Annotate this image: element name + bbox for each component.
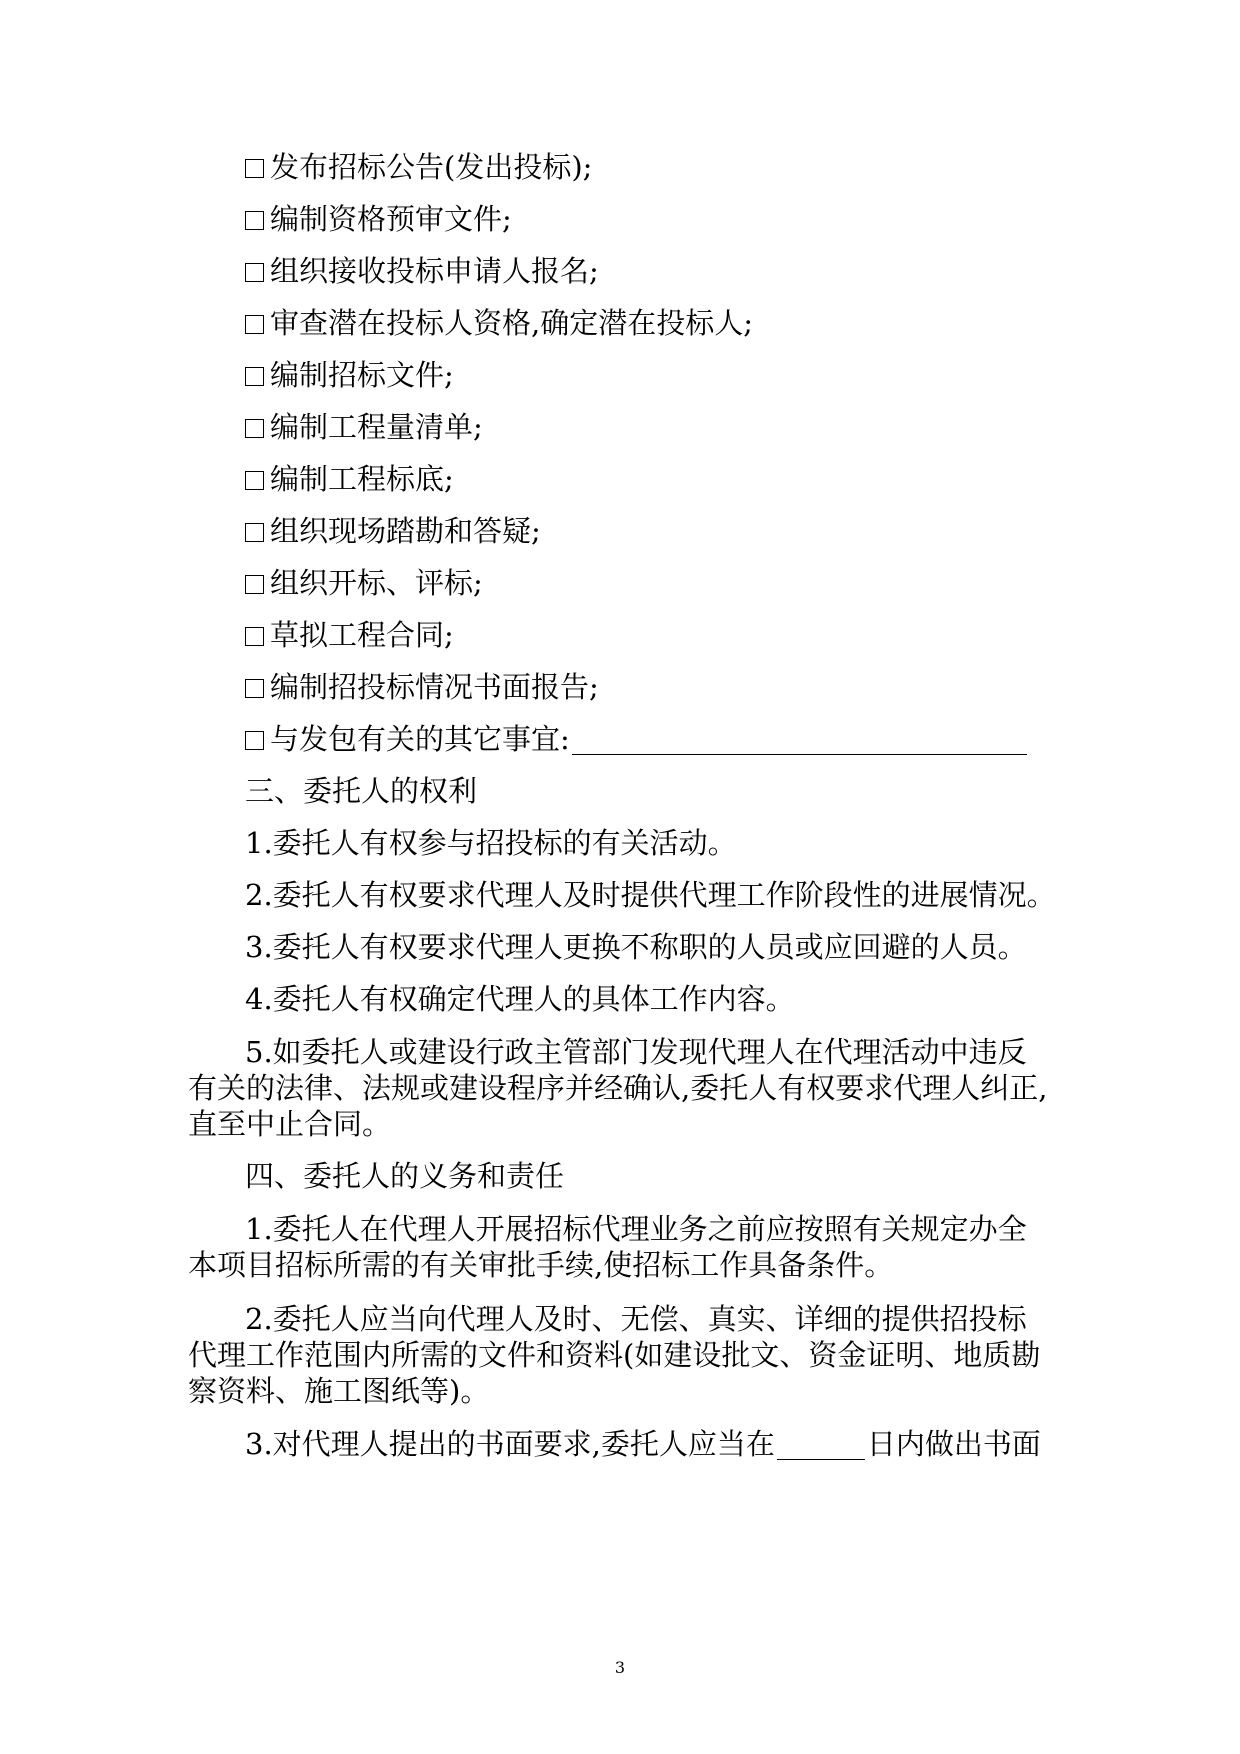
- checkbox-icon[interactable]: [245, 679, 264, 698]
- checklist-item: [245, 410, 483, 444]
- paragraph-line: 有关的法律、法规或建设程序并经确认,委托人有权要求代理人纠正,: [188, 1071, 1048, 1105]
- fill-in-blank[interactable]: [572, 728, 1027, 755]
- checklist-item-label: 编制工程标底;: [270, 462, 454, 496]
- paragraph-line: [245, 1427, 1041, 1461]
- checklist-item: [245, 514, 541, 548]
- checkbox-icon[interactable]: [245, 211, 264, 230]
- checklist-item: [245, 670, 599, 704]
- checkbox-icon[interactable]: [245, 367, 264, 386]
- paragraph-line: 1.委托人在代理人开展招标代理业务之前应按照有关规定办全: [245, 1212, 1027, 1246]
- checklist-item-label: 组织现场踏勘和答疑;: [270, 514, 541, 548]
- paragraph-line: 2.委托人应当向代理人及时、无偿、真实、详细的提供招投标: [245, 1302, 1027, 1336]
- checkbox-icon[interactable]: [245, 263, 264, 282]
- section-heading: 三、委托人的权利: [245, 774, 478, 808]
- checkbox-icon[interactable]: [245, 627, 264, 646]
- checklist-item-label: 草拟工程合同;: [270, 618, 454, 652]
- paragraph-line: 察资料、施工图纸等)。: [188, 1374, 490, 1408]
- checkbox-icon[interactable]: [245, 419, 264, 438]
- checklist-item: [245, 202, 512, 236]
- checkbox-icon[interactable]: [245, 575, 264, 594]
- checklist-item-label: 编制资格预审文件;: [270, 202, 512, 236]
- paragraph-text: 3.对代理人提出的书面要求,委托人应当在: [245, 1427, 775, 1461]
- section-heading: 四、委托人的义务和责任: [245, 1159, 565, 1193]
- checkbox-icon[interactable]: [245, 159, 264, 178]
- page-number: 3: [614, 1658, 626, 1677]
- paragraph-line: 代理工作范围内所需的文件和资料(如建设批文、资金证明、地质勘: [188, 1338, 1041, 1372]
- checklist-item-label: 与发包有关的其它事宜:: [270, 722, 570, 756]
- paragraph-line: 本项目招标所需的有关审批手续,使招标工作具备条件。: [188, 1248, 894, 1282]
- checklist-item: [245, 566, 483, 600]
- checklist-item: [245, 722, 1027, 756]
- paragraph-line: 直至中止合同。: [188, 1107, 392, 1141]
- paragraph: 4.委托人有权确定代理人的具体工作内容。: [245, 982, 795, 1016]
- paragraph: 2.委托人有权要求代理人及时提供代理工作阶段性的进展情况。: [245, 878, 1056, 912]
- paragraph-text: 日内做出书面: [866, 1427, 1041, 1461]
- checklist-item-label: 编制招标文件;: [270, 358, 454, 392]
- checklist-item-label: 编制招投标情况书面报告;: [270, 670, 599, 704]
- paragraph-line: 5.如委托人或建设行政主管部门发现代理人在代理活动中违反: [245, 1035, 1027, 1069]
- checklist-item-label: 编制工程量清单;: [270, 410, 483, 444]
- checklist-item-label: 组织开标、评标;: [270, 566, 483, 600]
- checklist-item: [245, 254, 599, 288]
- checklist-item: [245, 358, 454, 392]
- checkbox-icon[interactable]: [245, 315, 264, 334]
- checklist-item: [245, 150, 592, 184]
- fill-in-blank[interactable]: [777, 1433, 865, 1460]
- checkbox-icon[interactable]: [245, 471, 264, 490]
- checklist-item: [245, 618, 454, 652]
- paragraph: 1.委托人有权参与招投标的有关活动。: [245, 826, 737, 860]
- checklist-item-label: 审查潜在投标人资格,确定潜在投标人;: [270, 306, 753, 340]
- checklist-item-label: 组织接收投标申请人报名;: [270, 254, 599, 288]
- checkbox-icon[interactable]: [245, 731, 264, 750]
- checkbox-icon[interactable]: [245, 523, 264, 542]
- checklist-item-label: 发布招标公告(发出投标);: [270, 150, 593, 184]
- paragraph: 3.委托人有权要求代理人更换不称职的人员或应回避的人员。: [245, 930, 1027, 964]
- checklist-item: [245, 306, 753, 340]
- checklist-item: [245, 462, 454, 496]
